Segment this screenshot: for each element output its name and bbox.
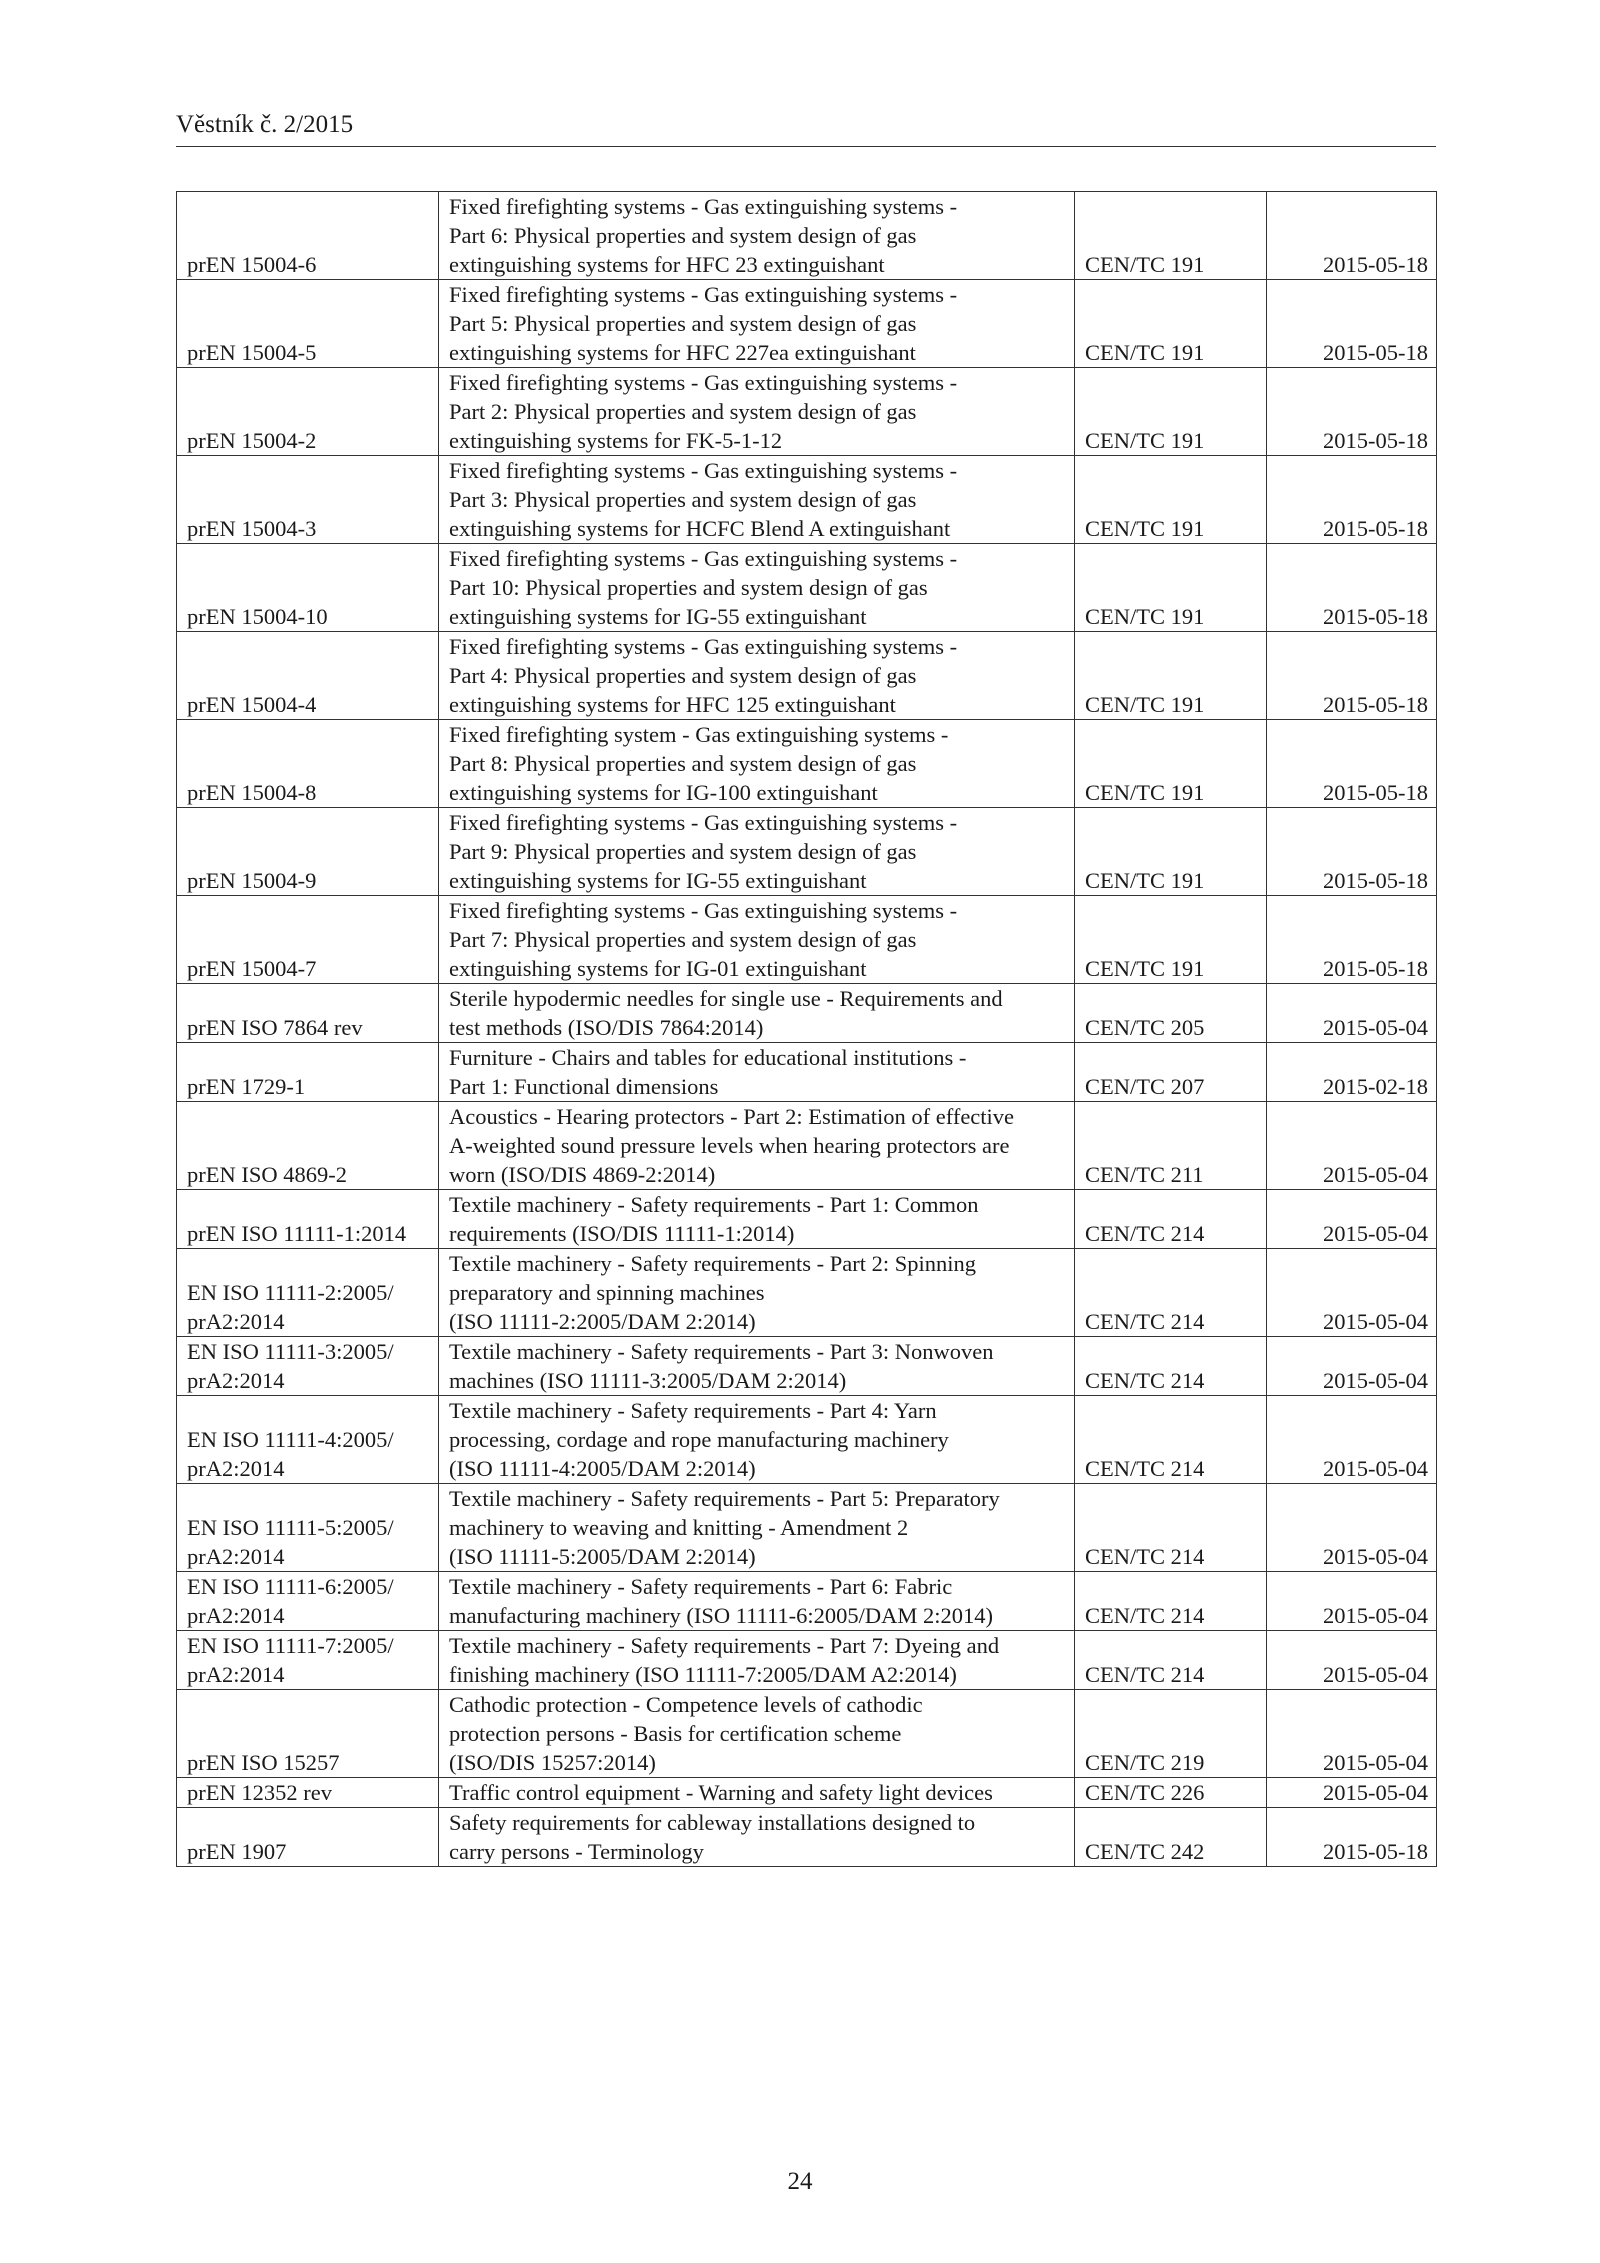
title-cell-line: Fixed firefighting systems - Gas extinguishing systems -: [449, 634, 958, 659]
committee-cell: CEN/TC 191: [1075, 808, 1267, 896]
title-cell-line: Textile machinery - Safety requirements - Part 2: Spinning: [449, 1251, 977, 1276]
date-cell: 2015-05-04: [1267, 1249, 1437, 1337]
table-row: [177, 1337, 1437, 1396]
committee-cell: CEN/TC 191: [1075, 720, 1267, 808]
date-cell: 2015-05-04: [1267, 1631, 1437, 1690]
standard-number-cell: [177, 456, 439, 544]
title-cell-line: protection persons - Basis for certification scheme: [449, 1721, 902, 1746]
title-cell: [439, 456, 1075, 544]
committee-cell: CEN/TC 214: [1075, 1572, 1267, 1631]
committee-cell: CEN/TC 191: [1075, 456, 1267, 544]
title-cell: [439, 544, 1075, 632]
standard-number-cell-line: prEN 15004-5: [187, 340, 317, 365]
standard-number-cell: [177, 1396, 439, 1484]
table-row: [177, 456, 1437, 544]
standard-number-cell-line: prA2:2014: [187, 1544, 285, 1569]
date-cell: 2015-05-04: [1267, 1396, 1437, 1484]
title-cell-line: Acoustics - Hearing protectors - Part 2: Estimation of effective: [449, 1104, 1015, 1129]
title-cell-line: finishing machinery (ISO 11111-7:2005/DAM A2:2014): [449, 1662, 957, 1687]
title-cell-line: Textile machinery - Safety requirements - Part 3: Nonwoven: [449, 1339, 994, 1364]
standard-number-cell: [177, 1631, 439, 1690]
standard-number-cell-line: prEN ISO 4869-2: [187, 1162, 347, 1187]
title-cell-line: Part 2: Physical properties and system design of gas: [449, 399, 917, 424]
title-cell-line: preparatory and spinning machines: [449, 1280, 765, 1305]
standard-number-cell-line: prA2:2014: [187, 1368, 285, 1393]
standard-number-cell: [177, 1102, 439, 1190]
title-cell: [439, 1249, 1075, 1337]
title-cell-line: extinguishing systems for HCFC Blend A extinguishant: [449, 516, 951, 541]
title-cell-line: Part 3: Physical properties and system design of gas: [449, 487, 917, 512]
table-row: [177, 1396, 1437, 1484]
title-cell-line: Part 10: Physical properties and system design of gas: [449, 575, 928, 600]
title-cell-line: Fixed firefighting systems - Gas extinguishing systems -: [449, 810, 958, 835]
date-cell: 2015-05-18: [1267, 808, 1437, 896]
title-cell-line: requirements (ISO/DIS 11111-1:2014): [449, 1221, 795, 1246]
page-header: Věstník č. 2/2015: [176, 111, 354, 138]
committee-cell: CEN/TC 205: [1075, 984, 1267, 1043]
title-cell-line: Fixed firefighting systems - Gas extinguishing systems -: [449, 370, 958, 395]
table-row: [177, 1808, 1437, 1867]
standard-number-cell-line: prEN 15004-8: [187, 780, 317, 805]
title-cell-line: Textile machinery - Safety requirements - Part 1: Common: [449, 1192, 979, 1217]
title-cell-line: (ISO/DIS 15257:2014): [449, 1750, 656, 1775]
title-cell: [439, 1808, 1075, 1867]
table-row: [177, 984, 1437, 1043]
standard-number-cell: [177, 984, 439, 1043]
title-cell: [439, 1396, 1075, 1484]
standard-number-cell-line: prEN 1907: [187, 1839, 287, 1864]
title-cell-line: Traffic control equipment - Warning and safety light devices: [449, 1780, 993, 1805]
table-row: [177, 1249, 1437, 1337]
title-cell-line: Fixed firefighting systems - Gas extinguishing systems -: [449, 546, 958, 571]
date-cell: 2015-05-04: [1267, 984, 1437, 1043]
title-cell-line: Textile machinery - Safety requirements - Part 6: Fabric: [449, 1574, 953, 1599]
title-cell-line: Fixed firefighting systems - Gas extinguishing systems -: [449, 282, 958, 307]
committee-cell: CEN/TC 191: [1075, 896, 1267, 984]
date-cell: 2015-05-04: [1267, 1572, 1437, 1631]
title-cell: [439, 1043, 1075, 1102]
title-cell: [439, 1631, 1075, 1690]
standard-number-cell-line: prA2:2014: [187, 1309, 285, 1334]
title-cell-line: machinery to weaving and knitting - Amendment 2: [449, 1515, 909, 1540]
committee-cell: CEN/TC 242: [1075, 1808, 1267, 1867]
standard-number-cell: [177, 280, 439, 368]
title-cell: [439, 984, 1075, 1043]
title-cell-line: Part 5: Physical properties and system design of gas: [449, 311, 917, 336]
table-row: [177, 1631, 1437, 1690]
standard-number-cell: [177, 896, 439, 984]
standard-number-cell: [177, 1690, 439, 1778]
title-cell-line: Textile machinery - Safety requirements - Part 4: Yarn: [449, 1398, 937, 1423]
committee-cell: CEN/TC 219: [1075, 1690, 1267, 1778]
standard-number-cell-line: prEN 15004-6: [187, 252, 317, 277]
committee-cell: CEN/TC 214: [1075, 1631, 1267, 1690]
title-cell-line: A-weighted sound pressure levels when hearing protectors are: [449, 1133, 1010, 1158]
standard-number-cell-line: EN ISO 11111-3:2005/: [187, 1339, 394, 1364]
standard-number-cell-line: prEN 15004-2: [187, 428, 317, 453]
title-cell-line: carry persons - Terminology: [449, 1839, 704, 1864]
title-cell-line: Part 8: Physical properties and system design of gas: [449, 751, 917, 776]
date-cell: 2015-05-18: [1267, 192, 1437, 280]
title-cell: [439, 192, 1075, 280]
committee-cell: CEN/TC 191: [1075, 280, 1267, 368]
standard-number-cell-line: prEN 15004-7: [187, 956, 317, 981]
standard-number-cell-line: prA2:2014: [187, 1662, 285, 1687]
title-cell-line: extinguishing systems for HFC 125 extinguishant: [449, 692, 896, 717]
title-cell-line: Fixed firefighting systems - Gas extinguishing systems -: [449, 458, 958, 483]
title-cell-line: extinguishing systems for IG-55 extinguishant: [449, 868, 867, 893]
table-row: [177, 1102, 1437, 1190]
title-cell-line: machines (ISO 11111-3:2005/DAM 2:2014): [449, 1368, 847, 1393]
standard-number-cell-line: EN ISO 11111-4:2005/: [187, 1427, 394, 1452]
standard-number-cell-line: prEN 1729-1: [187, 1074, 306, 1099]
table-row: [177, 1690, 1437, 1778]
table-row: [177, 1572, 1437, 1631]
standards-table: [176, 191, 1437, 1867]
standard-number-cell: [177, 192, 439, 280]
date-cell: 2015-05-18: [1267, 280, 1437, 368]
table-row: [177, 368, 1437, 456]
title-cell-line: (ISO 11111-5:2005/DAM 2:2014): [449, 1544, 756, 1569]
table-row: [177, 1043, 1437, 1102]
committee-cell: CEN/TC 214: [1075, 1190, 1267, 1249]
date-cell: 2015-05-04: [1267, 1337, 1437, 1396]
standard-number-cell-line: prEN ISO 15257: [187, 1750, 340, 1775]
standard-number-cell: [177, 720, 439, 808]
title-cell-line: Part 1: Functional dimensions: [449, 1074, 719, 1099]
title-cell-line: Safety requirements for cableway installations designed to: [449, 1810, 976, 1835]
title-cell-line: Furniture - Chairs and tables for educational institutions -: [449, 1045, 967, 1070]
committee-cell: CEN/TC 191: [1075, 192, 1267, 280]
standard-number-cell-line: EN ISO 11111-6:2005/: [187, 1574, 394, 1599]
table-row: [177, 896, 1437, 984]
date-cell: 2015-05-18: [1267, 896, 1437, 984]
title-cell-line: Textile machinery - Safety requirements - Part 7: Dyeing and: [449, 1633, 1000, 1658]
title-cell-line: worn (ISO/DIS 4869-2:2014): [449, 1162, 716, 1187]
standard-number-cell-line: prEN 15004-3: [187, 516, 317, 541]
date-cell: 2015-05-18: [1267, 544, 1437, 632]
standard-number-cell-line: prEN ISO 11111-1:2014: [187, 1221, 407, 1246]
table-row: [177, 280, 1437, 368]
committee-cell: CEN/TC 191: [1075, 544, 1267, 632]
title-cell-line: Fixed firefighting systems - Gas extinguishing systems -: [449, 194, 958, 219]
standard-number-cell: [177, 1190, 439, 1249]
title-cell-line: (ISO 11111-2:2005/DAM 2:2014): [449, 1309, 756, 1334]
standard-number-cell-line: prA2:2014: [187, 1603, 285, 1628]
committee-cell: CEN/TC 214: [1075, 1396, 1267, 1484]
standards-table-body: [177, 192, 1437, 1867]
date-cell: 2015-05-18: [1267, 456, 1437, 544]
date-cell: 2015-05-04: [1267, 1484, 1437, 1572]
standard-number-cell-line: prEN 15004-4: [187, 692, 317, 717]
title-cell: [439, 1778, 1075, 1808]
standard-number-cell-line: EN ISO 11111-2:2005/: [187, 1280, 394, 1305]
title-cell: [439, 368, 1075, 456]
title-cell-line: Fixed firefighting systems - Gas extinguishing systems -: [449, 898, 958, 923]
date-cell: 2015-05-04: [1267, 1190, 1437, 1249]
committee-cell: CEN/TC 191: [1075, 368, 1267, 456]
title-cell: [439, 1572, 1075, 1631]
title-cell-line: Part 7: Physical properties and system design of gas: [449, 927, 917, 952]
standard-number-cell: [177, 1808, 439, 1867]
standard-number-cell-line: prEN 12352 rev: [187, 1780, 332, 1805]
table-row: [177, 720, 1437, 808]
standard-number-cell: [177, 1249, 439, 1337]
standard-number-cell: [177, 1778, 439, 1808]
date-cell: 2015-05-04: [1267, 1102, 1437, 1190]
title-cell-line: extinguishing systems for HFC 23 extinguishant: [449, 252, 885, 277]
title-cell-line: Textile machinery - Safety requirements - Part 5: Preparatory: [449, 1486, 1000, 1511]
page-number: 24: [787, 2168, 813, 2195]
title-cell-line: (ISO 11111-4:2005/DAM 2:2014): [449, 1456, 756, 1481]
date-cell: 2015-05-18: [1267, 720, 1437, 808]
standard-number-cell: [177, 1484, 439, 1572]
title-cell-line: Part 6: Physical properties and system design of gas: [449, 223, 917, 248]
title-cell: [439, 1337, 1075, 1396]
standard-number-cell: [177, 1572, 439, 1631]
title-cell-line: Sterile hypodermic needles for single use - Requirements and: [449, 986, 1003, 1011]
title-cell-line: Part 9: Physical properties and system design of gas: [449, 839, 917, 864]
title-cell-line: extinguishing systems for HFC 227ea extinguishant: [449, 340, 916, 365]
standard-number-cell-line: prA2:2014: [187, 1456, 285, 1481]
table-row: [177, 544, 1437, 632]
date-cell: 2015-05-18: [1267, 368, 1437, 456]
standard-number-cell-line: prEN ISO 7864 rev: [187, 1015, 363, 1040]
standard-number-cell-line: EN ISO 11111-7:2005/: [187, 1633, 394, 1658]
standard-number-cell: [177, 1337, 439, 1396]
title-cell: [439, 1102, 1075, 1190]
title-cell: [439, 1484, 1075, 1572]
header-rule: [176, 146, 1436, 147]
title-cell-line: Part 4: Physical properties and system design of gas: [449, 663, 917, 688]
standard-number-cell: [177, 544, 439, 632]
standard-number-cell: [177, 368, 439, 456]
committee-cell: CEN/TC 214: [1075, 1484, 1267, 1572]
table-row: [177, 1778, 1437, 1808]
date-cell: 2015-05-04: [1267, 1778, 1437, 1808]
table-row: [177, 632, 1437, 720]
standard-number-cell-line: prEN 15004-9: [187, 868, 317, 893]
date-cell: 2015-05-18: [1267, 632, 1437, 720]
committee-cell: CEN/TC 191: [1075, 632, 1267, 720]
title-cell-line: processing, cordage and rope manufacturing machinery: [449, 1427, 949, 1452]
title-cell-line: extinguishing systems for FK-5-1-12: [449, 428, 783, 453]
standard-number-cell: [177, 808, 439, 896]
title-cell-line: manufacturing machinery (ISO 11111-6:2005/DAM 2:2014): [449, 1603, 994, 1628]
title-cell-line: Cathodic protection - Competence levels of cathodic: [449, 1692, 923, 1717]
committee-cell: CEN/TC 214: [1075, 1337, 1267, 1396]
title-cell: [439, 632, 1075, 720]
title-cell: [439, 896, 1075, 984]
committee-cell: CEN/TC 211: [1075, 1102, 1267, 1190]
date-cell: 2015-05-18: [1267, 1808, 1437, 1867]
title-cell-line: Fixed firefighting system - Gas extinguishing systems -: [449, 722, 949, 747]
title-cell: [439, 1690, 1075, 1778]
standard-number-cell-line: EN ISO 11111-5:2005/: [187, 1515, 394, 1540]
standard-number-cell-line: prEN 15004-10: [187, 604, 328, 629]
standard-number-cell: [177, 1043, 439, 1102]
date-cell: 2015-02-18: [1267, 1043, 1437, 1102]
table-row: [177, 1190, 1437, 1249]
standard-number-cell: [177, 632, 439, 720]
title-cell: [439, 280, 1075, 368]
title-cell: [439, 808, 1075, 896]
title-cell-line: test methods (ISO/DIS 7864:2014): [449, 1015, 764, 1040]
committee-cell: CEN/TC 226: [1075, 1778, 1267, 1808]
title-cell-line: extinguishing systems for IG-100 extinguishant: [449, 780, 878, 805]
date-cell: 2015-05-04: [1267, 1690, 1437, 1778]
title-cell: [439, 1190, 1075, 1249]
title-cell-line: extinguishing systems for IG-55 extinguishant: [449, 604, 867, 629]
table-row: [177, 1484, 1437, 1572]
committee-cell: CEN/TC 207: [1075, 1043, 1267, 1102]
table-row: [177, 192, 1437, 280]
title-cell-line: extinguishing systems for IG-01 extinguishant: [449, 956, 867, 981]
title-cell: [439, 720, 1075, 808]
committee-cell: CEN/TC 214: [1075, 1249, 1267, 1337]
table-row: [177, 808, 1437, 896]
